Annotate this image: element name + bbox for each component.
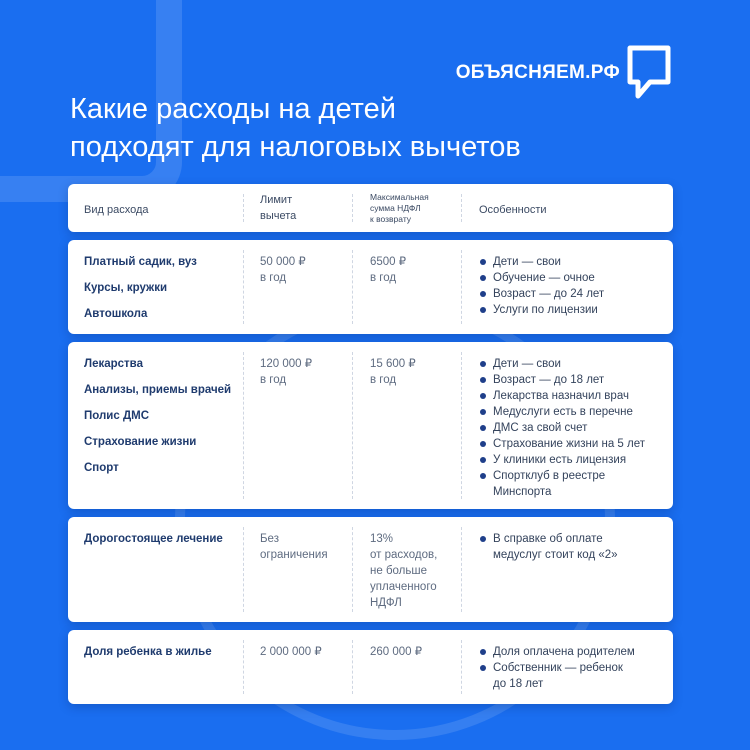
- category-label: Доля ребенка в жилье: [84, 646, 212, 658]
- category-label: Анализы, приемы врачей: [84, 384, 232, 396]
- table-row: [68, 342, 673, 509]
- feature-item: У клиники есть лицензия: [479, 452, 669, 468]
- title-line-2: подходят для налоговых вычетов: [70, 131, 521, 163]
- row-categories: [84, 644, 212, 670]
- row-features: [479, 254, 669, 318]
- category-label: Спорт: [84, 462, 119, 474]
- category-label: Дорогостоящее лечение: [84, 533, 223, 545]
- header-limit: Лимит вычета: [260, 194, 297, 222]
- feature-item: Лекарства назначил врач: [479, 388, 669, 404]
- row-limit: 50 000 ₽ в год: [260, 256, 306, 284]
- table-header: [68, 184, 673, 232]
- row-features: [479, 356, 669, 500]
- page-title: [70, 90, 690, 166]
- header-expense-type: Вид расхода: [84, 204, 149, 216]
- row-max-refund: 260 000 ₽: [370, 646, 423, 658]
- feature-item: Возраст — до 24 лет: [479, 286, 669, 302]
- row-features: [479, 531, 669, 563]
- row-limit: 120 000 ₽ в год: [260, 358, 313, 386]
- header-features: Особенности: [479, 204, 547, 216]
- row-max-refund: 13% от расходов, не больше уплаченного НДФЛ: [370, 533, 438, 609]
- feature-item: ДМС за свой счет: [479, 420, 669, 436]
- row-categories: [84, 254, 197, 332]
- category-label: Платный садик, вуз: [84, 256, 197, 268]
- feature-item: Собственник — ребенок до 18 лет: [479, 660, 669, 692]
- feature-item: Страхование жизни на 5 лет: [479, 436, 669, 452]
- category-label: Лекарства: [84, 358, 143, 370]
- header-max-refund: Максимальная сумма НДФЛ к возврату: [370, 192, 429, 224]
- table-row: [68, 630, 673, 704]
- row-max-refund: 6500 ₽ в год: [370, 256, 407, 284]
- table-row: [68, 240, 673, 334]
- row-categories: [84, 531, 223, 557]
- brand-name: ОБЪЯСНЯЕМ.РФ: [455, 62, 620, 83]
- row-features: [479, 644, 669, 692]
- category-label: Автошкола: [84, 308, 148, 320]
- title-line-1: Какие расходы на детей: [70, 93, 396, 125]
- feature-item: Возраст — до 18 лет: [479, 372, 669, 388]
- category-label: Полис ДМС: [84, 410, 150, 422]
- feature-item: Услуги по лицензии: [479, 302, 669, 318]
- category-label: Курсы, кружки: [84, 282, 168, 294]
- row-limit: 2 000 000 ₽: [260, 646, 322, 658]
- feature-item: Спортклуб в реестре Минспорта: [479, 468, 669, 500]
- table-row: [68, 517, 673, 622]
- category-label: Страхование жизни: [84, 436, 197, 448]
- row-max-refund: 15 600 ₽ в год: [370, 358, 416, 386]
- feature-item: Доля оплачена родителем: [479, 644, 669, 660]
- feature-item: Медуслуги есть в перечне: [479, 404, 669, 420]
- row-categories: [84, 356, 231, 486]
- feature-item: Обучение — очное: [479, 270, 669, 286]
- feature-item: Дети — свои: [479, 356, 669, 372]
- row-limit: Без ограничения: [260, 533, 328, 561]
- feature-item: Дети — свои: [479, 254, 669, 270]
- feature-item: В справке об оплате медуслуг стоит код «2»: [479, 531, 669, 563]
